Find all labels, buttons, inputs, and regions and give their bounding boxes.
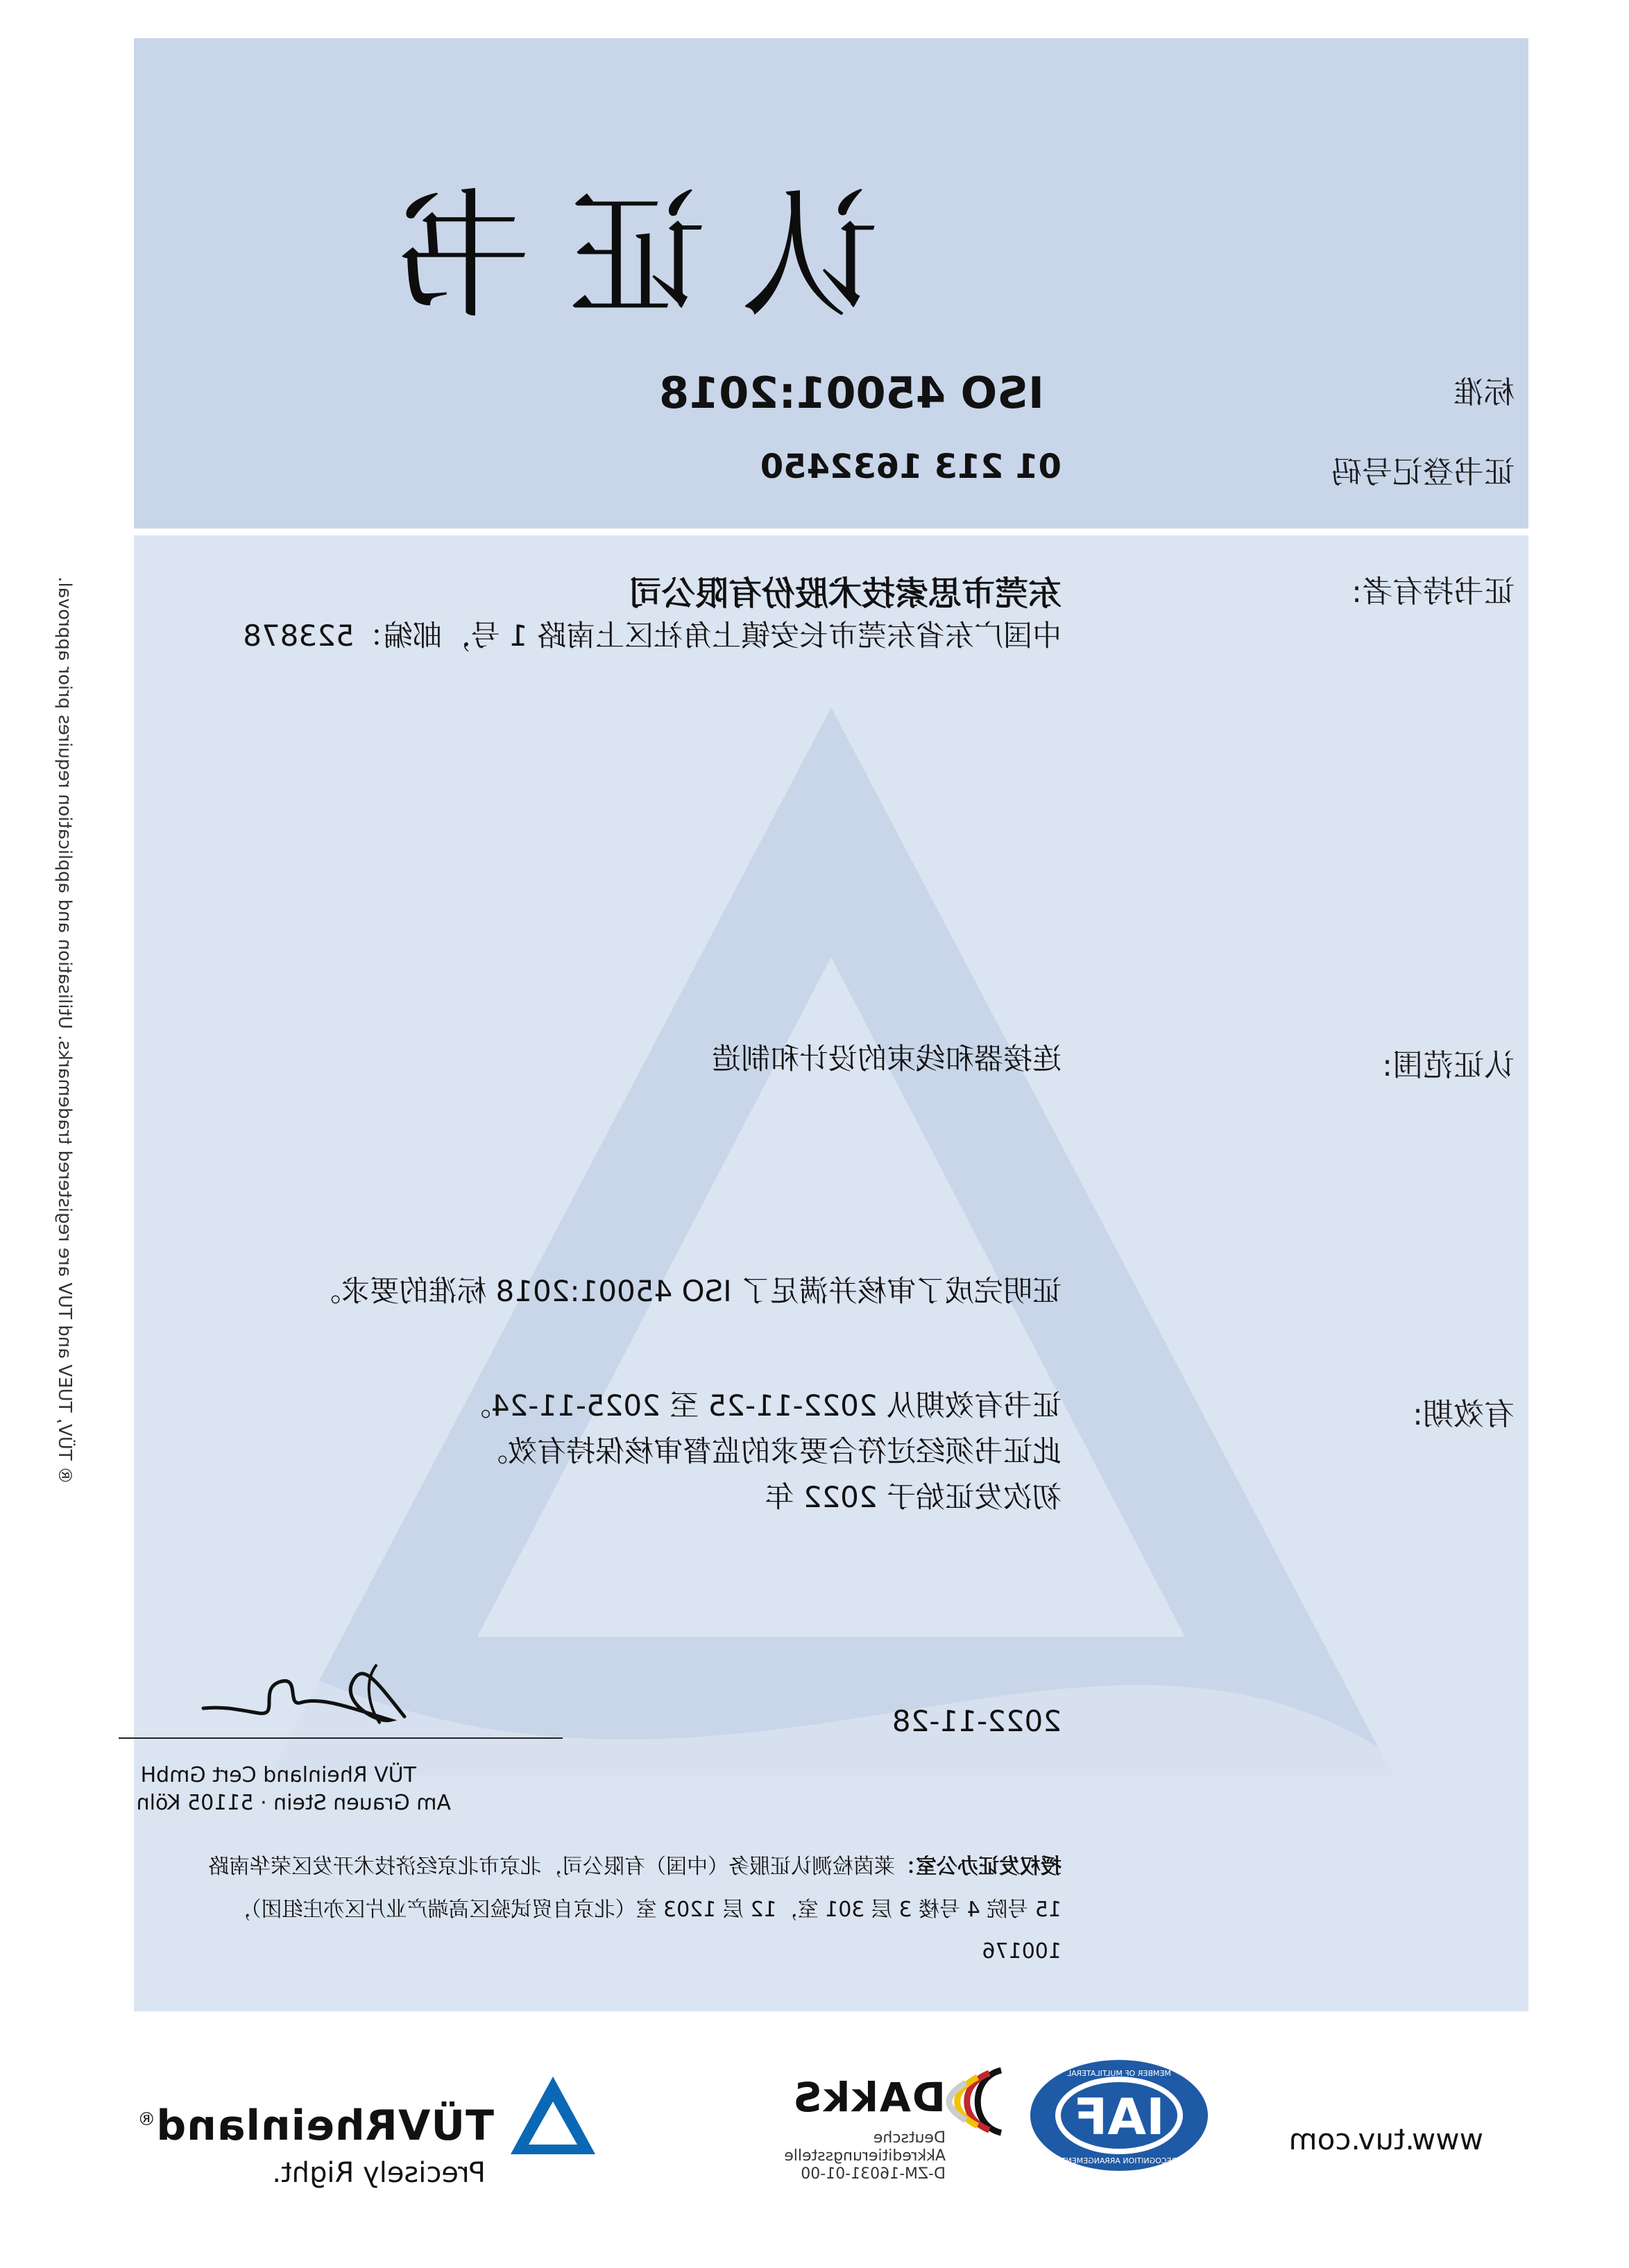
holder-name: 东莞市思索技术股份有限公司 xyxy=(628,574,1061,613)
website-link[interactable]: www.tuv.com xyxy=(1288,2122,1483,2156)
holder-address: 中国广东省东莞市长安镇上角社区上南路 1 号，邮编：523878 xyxy=(243,619,1061,653)
dakks-line-2: Akkreditierungsstelle xyxy=(784,2147,946,2165)
tuv-triangle-logo-icon xyxy=(508,2074,598,2157)
iaf-logo xyxy=(1025,2056,1213,2174)
holder-label: 证书持有者: xyxy=(1351,574,1515,610)
brand-name-text: TÜVRheinland xyxy=(155,2102,494,2150)
office-label: 授权发证办公室： xyxy=(895,1855,1061,1879)
office-line-1: 莱茵检测认证服务（中国）有限公司，北京市北京经济技术开发区荣华南路 xyxy=(208,1855,895,1879)
dakks-line-1: Deutsche xyxy=(873,2129,946,2147)
tuv-triangle-watermark xyxy=(241,694,1421,1803)
validity-line-1: 证书有效期从 2022-11-25 至 2025-11-24。 xyxy=(461,1389,1061,1423)
issue-date: 2022-11-28 xyxy=(892,1704,1061,1738)
dakks-line-3: D-ZM-16031-01-00 xyxy=(801,2165,946,2183)
signature-line xyxy=(119,1737,563,1739)
scope-value: 连接器和线束的设计和制造 xyxy=(711,1042,1061,1076)
registration-label: 证书登记号码 xyxy=(1331,455,1515,490)
iaf-ring-bottom: RECOGNITION ARRANGEMENT xyxy=(1061,2156,1177,2165)
office-line-3: 100176 xyxy=(982,1939,1061,1964)
german-flag-arc-icon xyxy=(942,2063,1012,2140)
trademark-note: ® TÜV, TUEV and TUV are registered trademarks. Utilisation and application requires prior approval. xyxy=(54,576,75,1484)
compliance-statement: 证明完成了审核并满足了 ISO 45001:2018 标准的要求。 xyxy=(312,1274,1061,1308)
validity-line-3: 初次发证始于 2022 年 xyxy=(765,1480,1061,1514)
dakks-text: DAkkS xyxy=(792,2074,946,2121)
iaf-text: IAF xyxy=(1073,2088,1165,2146)
issuer-address: Am Grauen Stein · 51105 Köln xyxy=(136,1791,451,1815)
dakks-logo xyxy=(741,2063,1012,2195)
standard-label: 标准 xyxy=(1453,375,1515,411)
issuer-name: TÜV Rheinland Cert GmbH xyxy=(140,1763,416,1787)
validity-label: 有效期: xyxy=(1413,1397,1515,1432)
brand-name xyxy=(137,2102,494,2150)
registered-mark: ® xyxy=(137,2109,156,2130)
scope-label: 认证范围: xyxy=(1382,1048,1515,1083)
iaf-ring-top: MEMBER OF MULTILATERAL xyxy=(1067,2069,1171,2078)
office-line-2: 15 号院 4 号楼 3 层 301 室，12 层 1203 室（北京自贸试验区高端产业片区亦庄组团）， xyxy=(230,1898,1061,1922)
brand-tagline: Precisely Right. xyxy=(272,2157,486,2189)
validity-line-2: 此证书须经过符合要求的监督审核保持有效。 xyxy=(478,1434,1061,1468)
signature-image xyxy=(196,1654,418,1737)
standard-value: ISO 45001:2018 xyxy=(658,368,1044,418)
registration-number: 01 213 1632450 xyxy=(760,447,1061,486)
certificate-title: 认证书 xyxy=(359,176,880,338)
